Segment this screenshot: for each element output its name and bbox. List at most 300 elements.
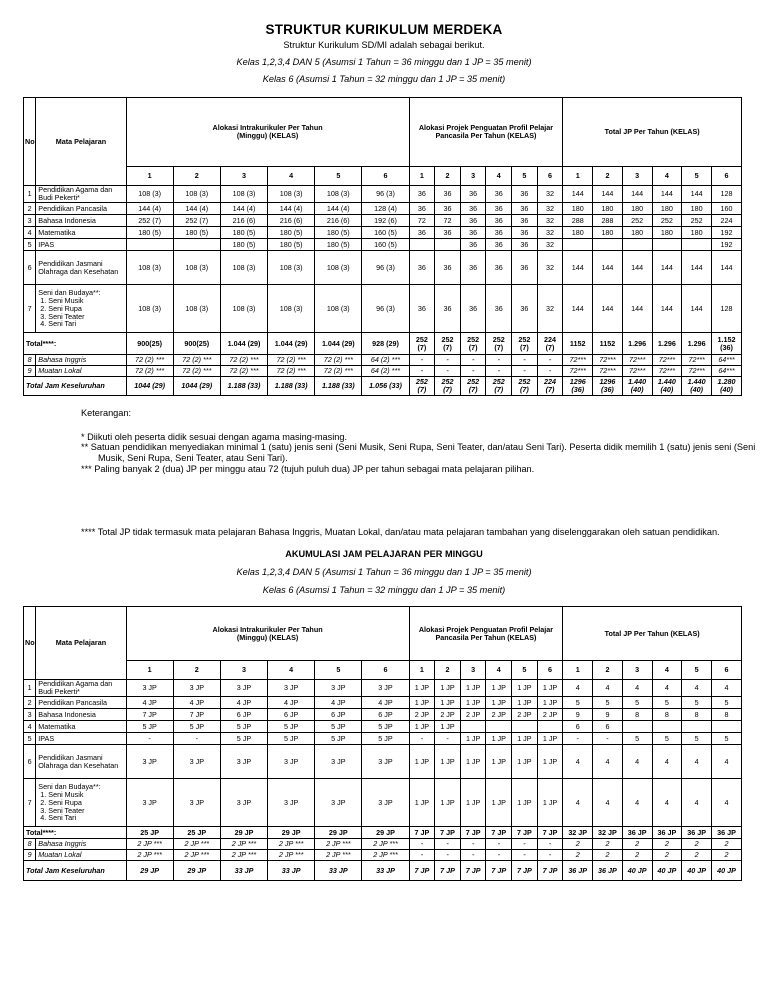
total-cell: - <box>593 733 623 745</box>
projek-cell: 1 JP <box>537 779 563 827</box>
total-cell: 4 <box>712 779 742 827</box>
total-cell: 6 <box>593 721 623 733</box>
projek-cell: 7 JP <box>435 861 461 881</box>
intra-cell: 108 (3) <box>220 285 267 333</box>
total-cell: 72*** <box>563 355 593 366</box>
intra-cell: 108 (3) <box>126 251 173 285</box>
intra-cell: 108 (3) <box>173 251 220 285</box>
total-cell: 180 <box>652 227 682 239</box>
total-cell: 36 JP <box>593 861 623 881</box>
projek-cell: 1 JP <box>409 721 435 733</box>
subject-label: Seni dan Budaya**: <box>38 782 101 792</box>
projek-cell: - <box>460 366 486 377</box>
subject-row <box>24 285 742 333</box>
total-cell: 1.440 (40) <box>652 377 682 396</box>
projek-cell: 32 <box>537 186 563 203</box>
total-cell: 36 JP <box>652 827 682 839</box>
subject-row <box>24 239 742 251</box>
intra-cell: 5 JP <box>362 733 409 745</box>
intra-cell: 160 (5) <box>362 227 409 239</box>
projek-cell: 1 JP <box>537 745 563 779</box>
header-class-number: 3 <box>220 661 267 680</box>
grand-total-row <box>24 377 742 396</box>
projek-cell: - <box>460 850 486 861</box>
total-cell <box>622 721 652 733</box>
total-cell: 4 <box>652 680 682 697</box>
projek-cell: - <box>435 355 461 366</box>
total-cell: 4 <box>682 745 712 779</box>
total-cell <box>563 239 593 251</box>
total-cell: 2 <box>593 850 623 861</box>
total-cell: 192 <box>712 239 742 251</box>
total-cell: 144 <box>652 186 682 203</box>
intra-cell: 96 (3) <box>362 251 409 285</box>
projek-cell: 36 <box>460 251 486 285</box>
intra-cell: 72 (2) *** <box>173 366 220 377</box>
projek-cell: 32 <box>537 251 563 285</box>
header-projek: Alokasi Projek Penguatan Profil Pelajar Pancasila Per Tahun (KELAS) <box>409 607 563 661</box>
arts-item: 1. Seni Musik <box>48 791 124 799</box>
projek-cell: 36 <box>435 251 461 285</box>
intra-cell: 180 (5) <box>268 227 315 239</box>
total-cell: 5 <box>652 733 682 745</box>
projek-cell: 7 JP <box>435 827 461 839</box>
row-number: 4 <box>24 721 36 733</box>
subject-row <box>24 227 742 239</box>
total-cell: 5 <box>682 733 712 745</box>
header-row-classes <box>24 167 742 186</box>
row-number: 5 <box>24 239 36 251</box>
intra-cell: 1.188 (33) <box>220 377 267 396</box>
subject-row <box>24 697 742 709</box>
total-cell: 1.296 <box>682 333 712 355</box>
projek-cell: 36 <box>486 215 512 227</box>
total-cell: 180 <box>622 203 652 215</box>
intra-cell: 6 JP <box>220 709 267 721</box>
subject-row <box>24 733 742 745</box>
header-class-number: 1 <box>563 167 593 186</box>
arts-item: 3. Seni Teater <box>48 313 124 321</box>
intra-cell: 144 (4) <box>315 203 362 215</box>
row-number: 4 <box>24 227 36 239</box>
row-number: 8 <box>24 355 36 366</box>
row-label: Total Jam Keseluruhan <box>24 377 127 396</box>
arts-item: 2. Seni Rupa <box>48 305 124 313</box>
arts-item: 4. Seni Tari <box>48 814 124 822</box>
header-class-number: 3 <box>622 167 652 186</box>
total-cell: 40 JP <box>682 861 712 881</box>
header-class-number: 2 <box>435 661 461 680</box>
total-cell: 192 <box>712 227 742 239</box>
total-cell: 4 <box>563 779 593 827</box>
intra-cell: 2 JP *** <box>268 839 315 850</box>
header-intrakurikuler: Alokasi Intrakurikuler Per Tahun (Minggu) (KELAS) <box>126 98 409 167</box>
subject-row <box>24 680 742 697</box>
header-no: No <box>24 98 36 186</box>
intra-cell: 108 (3) <box>173 186 220 203</box>
subject-name <box>36 779 126 827</box>
projek-cell: 1 JP <box>486 697 512 709</box>
intra-cell: 180 (5) <box>315 227 362 239</box>
row-number: 7 <box>24 285 36 333</box>
intra-cell: 29 JP <box>268 827 315 839</box>
intra-cell: 7 JP <box>126 709 173 721</box>
intra-cell: 108 (3) <box>220 251 267 285</box>
intra-cell: 4 JP <box>126 697 173 709</box>
intra-cell: 108 (3) <box>268 251 315 285</box>
total-cell: 144 <box>593 285 623 333</box>
total-cell: 72*** <box>622 366 652 377</box>
intra-cell: 29 JP <box>220 827 267 839</box>
projek-cell: 252 (7) <box>486 377 512 396</box>
intra-cell: 3 JP <box>268 680 315 697</box>
intra-cell: 33 JP <box>268 861 315 881</box>
header-class-number: 2 <box>593 661 623 680</box>
total-cell: 2 <box>712 839 742 850</box>
intra-cell: 72 (2) *** <box>315 366 362 377</box>
intra-cell: 4 JP <box>362 697 409 709</box>
projek-cell: 36 <box>486 203 512 215</box>
subject-name <box>36 239 126 251</box>
header-class-number: 1 <box>126 661 173 680</box>
projek-cell <box>435 239 461 251</box>
projek-cell: 2 JP <box>537 709 563 721</box>
total-cell: 1152 <box>563 333 593 355</box>
projek-cell: 7 JP <box>460 827 486 839</box>
total-cell: 144 <box>622 251 652 285</box>
total-cell <box>622 239 652 251</box>
intra-cell: 180 (5) <box>220 227 267 239</box>
total-cell: 1296 (36) <box>563 377 593 396</box>
total-cell: 40 JP <box>622 861 652 881</box>
row-number: 3 <box>24 215 36 227</box>
header-projek: Alokasi Projek Penguatan Profil Pelajar Pancasila Per Tahun (KELAS) <box>409 98 563 167</box>
total-cell: 4 <box>622 680 652 697</box>
projek-cell: 7 JP <box>409 827 435 839</box>
projek-cell: 7 JP <box>460 861 486 881</box>
subtitle: Struktur Kurikulum SD/MI adalah sebagai berikut. <box>283 40 485 50</box>
projek-cell: 1 JP <box>409 745 435 779</box>
total-cell: 64*** <box>712 355 742 366</box>
intra-cell: 72 (2) *** <box>315 355 362 366</box>
total-cell: 4 <box>712 680 742 697</box>
row-label: Total****: <box>24 333 127 355</box>
projek-cell: - <box>435 733 461 745</box>
subject-label: Pendidikan Agama dan Budi Pekerti* <box>38 679 113 696</box>
projek-cell: - <box>537 839 563 850</box>
intra-cell: 96 (3) <box>362 186 409 203</box>
arts-item: 3. Seni Teater <box>48 807 124 815</box>
intra-cell: 3 JP <box>315 680 362 697</box>
projek-cell: - <box>537 355 563 366</box>
projek-cell: 1 JP <box>460 733 486 745</box>
intra-cell: 5 JP <box>220 733 267 745</box>
total-cell: 1.296 <box>622 333 652 355</box>
total-cell: 2 <box>622 839 652 850</box>
intra-cell: 3 JP <box>220 745 267 779</box>
projek-cell: 252 (7) <box>409 333 435 355</box>
intra-cell: 3 JP <box>173 680 220 697</box>
projek-cell: - <box>512 850 538 861</box>
row-number: 5 <box>24 733 36 745</box>
intra-cell <box>126 239 173 251</box>
row-number: 7 <box>24 779 36 827</box>
total-cell: 180 <box>682 203 712 215</box>
header-class-number: 6 <box>362 167 409 186</box>
total-cell: 144 <box>563 186 593 203</box>
projek-cell <box>409 239 435 251</box>
subject-row <box>24 709 742 721</box>
total-cell: 72*** <box>682 355 712 366</box>
row-number: 8 <box>24 839 36 850</box>
projek-cell: 1 JP <box>460 697 486 709</box>
arts-list <box>38 297 124 327</box>
projek-cell: - <box>486 850 512 861</box>
intra-cell: 25 JP <box>173 827 220 839</box>
header-class-number: 3 <box>220 167 267 186</box>
projek-cell: 252 (7) <box>512 333 538 355</box>
total-cell <box>652 721 682 733</box>
total-cell: 4 <box>712 745 742 779</box>
total-cell: 2 <box>622 850 652 861</box>
total-cell: 180 <box>622 227 652 239</box>
intra-cell: 144 (4) <box>268 203 315 215</box>
total-cell: 72*** <box>593 366 623 377</box>
total-cell: 1296 (36) <box>593 377 623 396</box>
curriculum-table-annual <box>23 97 742 396</box>
header-class-number: 6 <box>362 661 409 680</box>
total-cell: 144 <box>712 251 742 285</box>
arts-list <box>38 791 124 821</box>
total-cell: 4 <box>622 779 652 827</box>
projek-cell: - <box>486 355 512 366</box>
total-cell: 128 <box>712 285 742 333</box>
intra-cell: 72 (2) *** <box>268 366 315 377</box>
total-cell: 8 <box>712 709 742 721</box>
subject-label: Bahasa Indonesia <box>38 709 96 719</box>
row-number: 2 <box>24 697 36 709</box>
intra-cell: 96 (3) <box>362 285 409 333</box>
intra-cell: 3 JP <box>315 745 362 779</box>
header-class-number: 2 <box>435 167 461 186</box>
projek-cell: 252 (7) <box>460 377 486 396</box>
intra-cell: 3 JP <box>268 745 315 779</box>
note-1: * Diikuti oleh peserta didik sesuai dengan agama masing-masing. <box>81 432 348 442</box>
total-cell: 64*** <box>712 366 742 377</box>
intra-cell: 1.044 (29) <box>220 333 267 355</box>
subject-label: IPAS <box>38 239 55 249</box>
intra-cell: 3 JP <box>173 779 220 827</box>
intra-cell: 5 JP <box>268 721 315 733</box>
page-title: STRUKTUR KURIKULUM MERDEKA <box>265 22 503 37</box>
subject-label: Bahasa Inggris <box>38 839 87 848</box>
intra-cell: 3 JP <box>126 680 173 697</box>
intra-cell: 64 (2) *** <box>362 366 409 377</box>
total-cell: 72*** <box>682 366 712 377</box>
total-cell: 4 <box>563 745 593 779</box>
total-cell: 8 <box>622 709 652 721</box>
projek-cell: - <box>409 733 435 745</box>
projek-cell: 36 <box>486 186 512 203</box>
intra-cell: 216 (6) <box>315 215 362 227</box>
total-cell: 5 <box>593 697 623 709</box>
intra-cell: 144 (4) <box>126 203 173 215</box>
projek-cell: 1 JP <box>512 697 538 709</box>
subject-name <box>36 733 126 745</box>
row-number: 3 <box>24 709 36 721</box>
total-cell: 180 <box>652 203 682 215</box>
projek-cell: - <box>460 839 486 850</box>
intra-cell: 1.056 (33) <box>362 377 409 396</box>
projek-cell: 7 JP <box>537 861 563 881</box>
header-class-number: 2 <box>593 167 623 186</box>
intra-cell: 108 (3) <box>315 285 362 333</box>
projek-cell: 72 <box>435 215 461 227</box>
intra-cell: 108 (3) <box>315 186 362 203</box>
total-cell: 8 <box>682 709 712 721</box>
intra-cell: 252 (7) <box>173 215 220 227</box>
projek-cell: 2 JP <box>435 709 461 721</box>
subject-row <box>24 203 742 215</box>
total-cell: 4 <box>563 680 593 697</box>
header-total-jp: Total JP Per Tahun (KELAS) <box>563 98 742 167</box>
intra-cell: 72 (2) *** <box>220 355 267 366</box>
total-cell: 72*** <box>622 355 652 366</box>
total-cell: 5 <box>682 697 712 709</box>
intra-cell: 2 JP *** <box>315 850 362 861</box>
row-number: 6 <box>24 745 36 779</box>
row-label: Total Jam Keseluruhan <box>24 861 127 881</box>
grand-total-row <box>24 861 742 881</box>
intra-cell: 1.044 (29) <box>315 333 362 355</box>
intra-cell: 25 JP <box>126 827 173 839</box>
projek-cell: 36 <box>512 203 538 215</box>
projek-cell: 36 <box>435 203 461 215</box>
intra-cell: 4 JP <box>268 697 315 709</box>
intra-cell: 5 JP <box>362 721 409 733</box>
total-cell: 36 JP <box>712 827 742 839</box>
row-number: 9 <box>24 850 36 861</box>
subject-label: Bahasa Indonesia <box>38 215 96 225</box>
intra-cell: 72 (2) *** <box>173 355 220 366</box>
intra-cell: 5 JP <box>126 721 173 733</box>
intra-cell: 128 (4) <box>362 203 409 215</box>
subject-name <box>36 839 126 850</box>
projek-cell: 1 JP <box>435 745 461 779</box>
projek-cell: 252 (7) <box>460 333 486 355</box>
intra-cell: 3 JP <box>362 779 409 827</box>
projek-cell: 1 JP <box>512 733 538 745</box>
intra-cell: 72 (2) *** <box>126 355 173 366</box>
projek-cell: 7 JP <box>512 861 538 881</box>
intra-cell: 108 (3) <box>315 251 362 285</box>
projek-cell: 36 <box>460 203 486 215</box>
total-cell: 144 <box>682 251 712 285</box>
total-cell: 144 <box>682 186 712 203</box>
total-cell: 32 JP <box>563 827 593 839</box>
intra-cell: 33 JP <box>362 861 409 881</box>
header-mapel: Mata Pelajaran <box>36 607 126 680</box>
subject-name <box>36 227 126 239</box>
projek-cell: 36 <box>512 251 538 285</box>
subject-row <box>24 721 742 733</box>
total-row <box>24 333 742 355</box>
subject-label: Pendidikan Jasmani Olahraga dan Kesehatan <box>38 258 119 276</box>
projek-cell: 1 JP <box>460 745 486 779</box>
total-cell: 288 <box>563 215 593 227</box>
projek-cell: 7 JP <box>409 861 435 881</box>
header-class-number: 5 <box>682 167 712 186</box>
intra-cell: 900(25) <box>126 333 173 355</box>
intra-cell: 180 (5) <box>173 227 220 239</box>
header-class-number: 6 <box>537 661 563 680</box>
projek-cell: 36 <box>435 227 461 239</box>
intra-cell: 29 JP <box>173 861 220 881</box>
optional-subject-row <box>24 839 742 850</box>
total-cell: 36 JP <box>563 861 593 881</box>
total-cell: 36 JP <box>622 827 652 839</box>
total-cell: 252 <box>652 215 682 227</box>
projek-cell: 1 JP <box>460 680 486 697</box>
subject-name <box>36 366 126 377</box>
projek-cell: 252 (7) <box>435 333 461 355</box>
curriculum-table-weekly <box>23 606 742 881</box>
header-class-number: 1 <box>563 661 593 680</box>
total-cell: 144 <box>622 285 652 333</box>
intra-cell: 192 (6) <box>362 215 409 227</box>
intra-cell: 2 JP *** <box>362 850 409 861</box>
intra-cell: 64 (2) *** <box>362 355 409 366</box>
subject-name <box>36 850 126 861</box>
intra-cell: 2 JP *** <box>173 839 220 850</box>
total-cell: 9 <box>563 709 593 721</box>
projek-cell: 36 <box>435 186 461 203</box>
subject-name <box>36 251 126 285</box>
projek-cell: 2 JP <box>512 709 538 721</box>
total-cell: 144 <box>593 186 623 203</box>
subject-label: Muatan Lokal <box>38 366 82 375</box>
total-cell: 72*** <box>593 355 623 366</box>
projek-cell: 36 <box>486 285 512 333</box>
projek-cell: 36 <box>409 203 435 215</box>
total-cell: 1.440 (40) <box>622 377 652 396</box>
projek-cell: - <box>486 839 512 850</box>
header-intrakurikuler: Alokasi Intrakurikuler Per Tahun (Minggu) (KELAS) <box>126 607 409 661</box>
intra-cell: 1.044 (29) <box>268 333 315 355</box>
assumption-line-1: Kelas 1,2,3,4 DAN 5 (Asumsi 1 Tahun = 36 minggu dan 1 JP = 35 menit) <box>236 57 532 67</box>
intra-cell: 180 (5) <box>315 239 362 251</box>
total-cell: 180 <box>563 227 593 239</box>
projek-cell <box>460 721 486 733</box>
subject-label: Pendidikan Agama dan Budi Pekerti* <box>38 185 113 202</box>
intra-cell: 108 (3) <box>126 285 173 333</box>
total-cell: 144 <box>563 285 593 333</box>
projek-cell: 36 <box>512 215 538 227</box>
projek-cell: 7 JP <box>486 861 512 881</box>
header-class-number: 4 <box>652 167 682 186</box>
header-class-number: 5 <box>512 661 538 680</box>
subject-label: Matematika <box>38 227 76 237</box>
total-cell: - <box>563 733 593 745</box>
intra-cell: 5 JP <box>315 733 362 745</box>
header-row-groups <box>24 607 742 661</box>
intra-cell: 3 JP <box>220 779 267 827</box>
header-class-number: 5 <box>315 661 362 680</box>
intra-cell: 3 JP <box>362 745 409 779</box>
projek-cell: 1 JP <box>409 680 435 697</box>
projek-cell: 32 <box>537 227 563 239</box>
header-class-number: 3 <box>460 661 486 680</box>
